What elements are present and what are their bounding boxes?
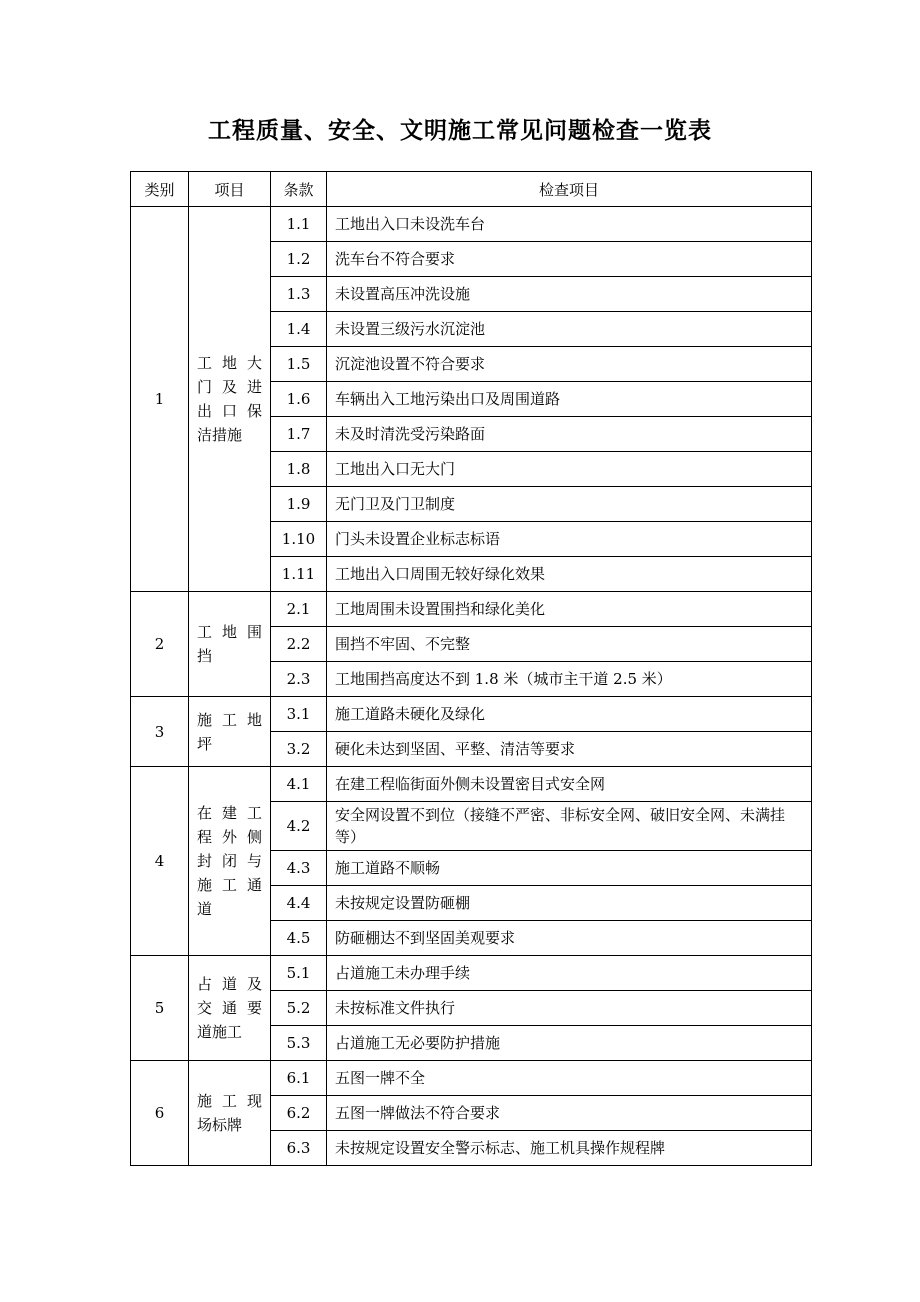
clause-number: 4.2 xyxy=(271,802,327,851)
clause-number: 1.1 xyxy=(271,207,327,242)
table-row xyxy=(131,592,812,627)
clause-number: 5.3 xyxy=(271,1026,327,1061)
item-line: 施工通 xyxy=(197,876,262,894)
item-line: 洁措施 xyxy=(197,426,243,444)
check-item-description: 门头未设置企业标志标语 xyxy=(327,522,812,557)
clause-number: 2.1 xyxy=(271,592,327,627)
item-line: 交通要 xyxy=(197,999,262,1017)
item-line: 道 xyxy=(197,900,213,918)
item-line: 道施工 xyxy=(197,1023,243,1041)
check-item-description: 施工道路不顺畅 xyxy=(327,851,812,886)
header-category: 类别 xyxy=(131,172,189,207)
check-item-description: 硬化未达到坚固、平整、清洁等要求 xyxy=(327,732,812,767)
table-row xyxy=(131,1061,812,1096)
check-item-description: 工地周围未设置围挡和绿化美化 xyxy=(327,592,812,627)
clause-number: 1.2 xyxy=(271,242,327,277)
item-cell xyxy=(189,956,271,1061)
item-line: 工地围 xyxy=(197,623,262,641)
header-item: 项目 xyxy=(189,172,271,207)
check-item-description: 未设置高压冲洗设施 xyxy=(327,277,812,312)
item-cell xyxy=(189,592,271,697)
clause-number: 4.3 xyxy=(271,851,327,886)
item-line: 施工地 xyxy=(197,710,262,729)
clause-number: 5.1 xyxy=(271,956,327,991)
item-cell xyxy=(189,207,271,592)
clause-number: 1.8 xyxy=(271,452,327,487)
item-line: 程外侧 xyxy=(197,828,262,846)
clause-number: 6.1 xyxy=(271,1061,327,1096)
item-line: 工地大 xyxy=(197,354,262,372)
item-line: 出口保 xyxy=(197,402,262,420)
table-row xyxy=(131,956,812,991)
clause-number: 1.9 xyxy=(271,487,327,522)
clause-number: 1.10 xyxy=(271,522,327,557)
item-line: 挡 xyxy=(197,647,213,665)
page-title: 工程质量、安全、文明施工常见问题检查一览表 xyxy=(208,118,712,144)
clause-number: 3.1 xyxy=(271,697,327,732)
item-cell xyxy=(189,697,271,767)
check-item-description: 在建工程临街面外侧未设置密目式安全网 xyxy=(327,767,812,802)
clause-number: 5.2 xyxy=(271,991,327,1026)
clause-number: 1.11 xyxy=(271,557,327,592)
check-item-description: 占道施工未办理手续 xyxy=(327,956,812,991)
header-check-item: 检查项目 xyxy=(327,172,812,207)
check-item-description: 五图一牌不全 xyxy=(327,1061,812,1096)
item-line: 封闭与 xyxy=(197,852,262,870)
check-item-description: 洗车台不符合要求 xyxy=(327,242,812,277)
category-cell: 2 xyxy=(131,592,189,697)
clause-number: 1.7 xyxy=(271,417,327,452)
check-item-description: 未及时清洗受污染路面 xyxy=(327,417,812,452)
inspection-table xyxy=(130,171,812,1166)
category-cell: 1 xyxy=(131,207,189,592)
check-item-description: 未按规定设置防砸棚 xyxy=(327,886,812,921)
check-item-description: 工地出入口未设洗车台 xyxy=(327,207,812,242)
table-row xyxy=(131,697,812,732)
check-item-description: 工地围挡高度达不到 1.8 米（城市主干道 2.5 米） xyxy=(327,662,812,697)
table-row xyxy=(131,767,812,802)
item-line: 场标牌 xyxy=(197,1116,243,1134)
clause-number: 1.3 xyxy=(271,277,327,312)
check-item-description: 占道施工无必要防护措施 xyxy=(327,1026,812,1061)
check-item-description: 工地出入口无大门 xyxy=(327,452,812,487)
clause-number: 6.2 xyxy=(271,1096,327,1131)
category-cell: 3 xyxy=(131,697,189,767)
item-line: 在建工 xyxy=(197,804,262,822)
check-item-description: 围挡不牢固、不完整 xyxy=(327,627,812,662)
check-item-description: 防砸棚达不到坚固美观要求 xyxy=(327,921,812,956)
clause-number: 4.4 xyxy=(271,886,327,921)
item-line: 坪 xyxy=(197,734,213,753)
check-item-description: 无门卫及门卫制度 xyxy=(327,487,812,522)
item-cell xyxy=(189,1061,271,1166)
item-line: 占道及 xyxy=(197,975,262,993)
clause-number: 2.3 xyxy=(271,662,327,697)
category-cell: 5 xyxy=(131,956,189,1061)
check-item-description: 未按标准文件执行 xyxy=(327,991,812,1026)
category-cell: 4 xyxy=(131,767,189,956)
clause-number: 4.1 xyxy=(271,767,327,802)
clause-number: 6.3 xyxy=(271,1131,327,1166)
check-item-description: 车辆出入工地污染出口及周围道路 xyxy=(327,382,812,417)
category-cell: 6 xyxy=(131,1061,189,1166)
clause-number: 2.2 xyxy=(271,627,327,662)
header-clause: 条款 xyxy=(271,172,327,207)
item-cell xyxy=(189,767,271,956)
item-line: 门及进 xyxy=(197,378,262,396)
check-item-description: 未按规定设置安全警示标志、施工机具操作规程牌 xyxy=(327,1131,812,1166)
table-header-row xyxy=(131,172,812,207)
clause-number: 1.6 xyxy=(271,382,327,417)
clause-number: 1.5 xyxy=(271,347,327,382)
clause-number: 3.2 xyxy=(271,732,327,767)
check-item-description: 沉淀池设置不符合要求 xyxy=(327,347,812,382)
table-row xyxy=(131,207,812,242)
check-item-description: 五图一牌做法不符合要求 xyxy=(327,1096,812,1131)
clause-number: 1.4 xyxy=(271,312,327,347)
check-item-description: 施工道路未硬化及绿化 xyxy=(327,697,812,732)
clause-number: 4.5 xyxy=(271,921,327,956)
item-line: 施工现 xyxy=(197,1092,262,1110)
check-item-description: 安全网设置不到位（接缝不严密、非标安全网、破旧安全网、未满挂等） xyxy=(327,802,812,851)
check-item-description: 未设置三级污水沉淀池 xyxy=(327,312,812,347)
check-item-description: 工地出入口周围无较好绿化效果 xyxy=(327,557,812,592)
